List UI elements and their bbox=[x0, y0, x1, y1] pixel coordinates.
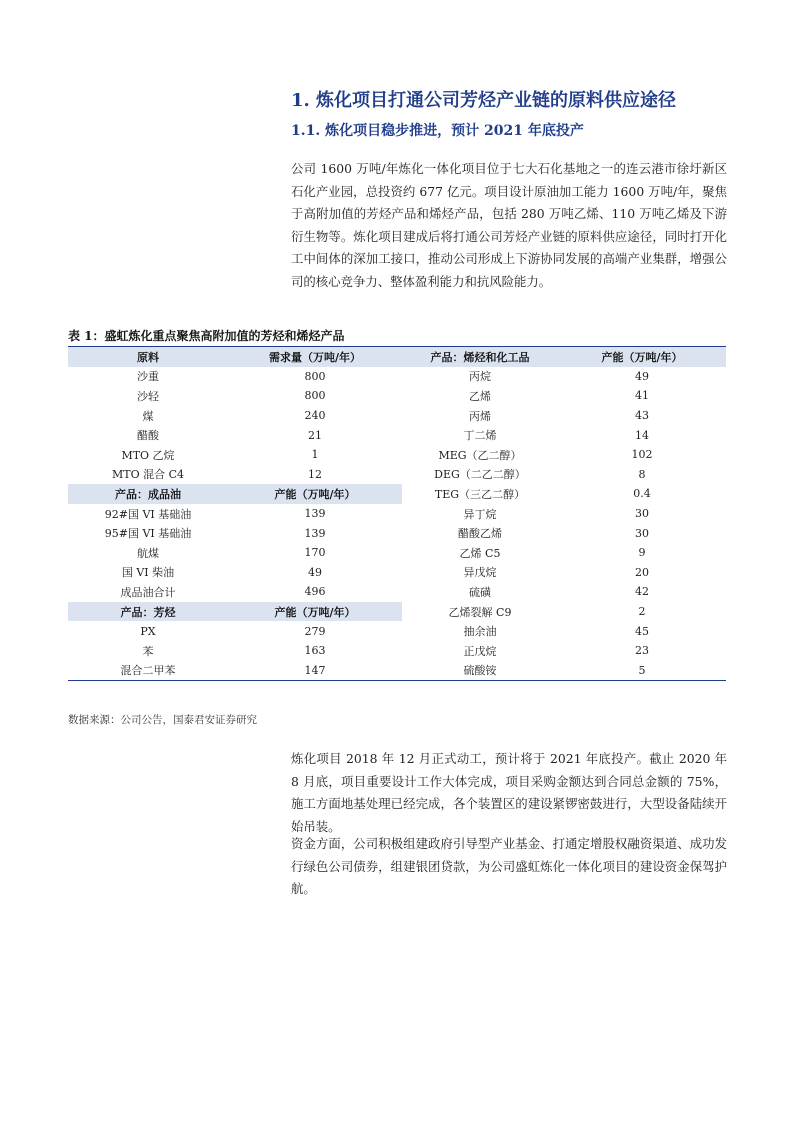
table-row bbox=[68, 504, 726, 524]
table-cell: MEG（乙二醇） bbox=[438, 448, 522, 462]
table-cell: 240 bbox=[304, 409, 326, 423]
table-row bbox=[68, 367, 726, 387]
funding-paragraph: 资金方面，公司积极组建政府引导型产业基金、打通定增股权融资渠道、成功发行绿色公司债券，组建银团贷款，为公司盛虹炼化一体化项目的建设资金保驾护航。 bbox=[291, 836, 727, 897]
table-row bbox=[68, 523, 726, 543]
table-cell: 9 bbox=[638, 546, 646, 560]
table-cell: 92#国 VI 基础油 bbox=[104, 507, 192, 521]
table-cell: 496 bbox=[304, 585, 326, 599]
table-cell: 279 bbox=[304, 624, 326, 638]
table-cell: 30 bbox=[635, 507, 649, 521]
product-capacity-table bbox=[68, 346, 726, 681]
table-row bbox=[68, 386, 726, 406]
table-cell: 170 bbox=[304, 546, 326, 560]
table-cell: TEG（三乙二醇） bbox=[434, 487, 526, 501]
table-header-row bbox=[68, 347, 726, 367]
table-cell: 49 bbox=[308, 565, 322, 579]
table-header-cell: 产品：芳烃 bbox=[68, 602, 228, 622]
table-cell: 95#国 VI 基础油 bbox=[104, 527, 192, 541]
table-row bbox=[68, 465, 726, 485]
table-cell: 醋酸 bbox=[137, 429, 159, 443]
table-header-cell: 产品：成品油 bbox=[68, 484, 228, 504]
table-row bbox=[68, 563, 726, 583]
table-cell: 2 bbox=[638, 605, 646, 619]
table-cell: 23 bbox=[635, 644, 649, 658]
table-cell: 丁二烯 bbox=[463, 429, 497, 443]
table-cell: 异丁烷 bbox=[463, 507, 497, 521]
table-row bbox=[68, 661, 726, 681]
table-cell: 航煤 bbox=[137, 546, 159, 560]
section-heading: 1. 炼化项目打通公司芳烃产业链的原料供应途径 bbox=[291, 90, 677, 111]
table-row bbox=[68, 641, 726, 661]
table-cell: DEG（二乙二醇） bbox=[434, 468, 526, 482]
table-cell: 800 bbox=[304, 369, 326, 383]
table-cell: 乙烯裂解 C9 bbox=[448, 605, 512, 619]
subsection-heading: 1.1. 炼化项目稳步推进，预计 2021 年底投产 bbox=[291, 123, 584, 139]
table-row bbox=[68, 543, 726, 563]
table-cell: 丙烷 bbox=[469, 370, 491, 384]
table-header-cell: 产品：烯烃和化工品 bbox=[402, 347, 558, 367]
table-header-cell: 产能（万吨/年） bbox=[558, 347, 726, 367]
table-cell: 14 bbox=[635, 428, 649, 442]
table-cell: 苯 bbox=[142, 644, 154, 658]
table-cell: 163 bbox=[304, 644, 326, 658]
table-cell: 成品油合计 bbox=[120, 585, 176, 599]
table-cell: 沙轻 bbox=[137, 389, 159, 403]
table-cell: 1 bbox=[311, 448, 319, 462]
table-cell: 煤 bbox=[142, 409, 154, 423]
table-cell: 混合二甲苯 bbox=[68, 661, 228, 681]
table-cell: 丙烯 bbox=[469, 409, 491, 423]
table-title: 表 1：盛虹炼化重点聚焦高附加值的芳烃和烯烃产品 bbox=[68, 329, 345, 343]
table-cell: 沙重 bbox=[137, 370, 159, 384]
table-cell: 139 bbox=[304, 507, 326, 521]
table-cell: 20 bbox=[635, 565, 649, 579]
table-cell: 139 bbox=[304, 526, 326, 540]
data-source-note: 数据来源：公司公告，国泰君安证券研究 bbox=[68, 714, 257, 726]
table-cell: 醋酸乙烯 bbox=[458, 527, 502, 541]
table-cell: 102 bbox=[631, 448, 653, 462]
table-row bbox=[68, 425, 726, 445]
table-cell: 12 bbox=[308, 467, 322, 481]
table-row bbox=[68, 445, 726, 465]
table-cell: 正戊烷 bbox=[463, 644, 497, 658]
table-cell: 硫磺 bbox=[469, 585, 491, 599]
table-cell: 42 bbox=[635, 585, 649, 599]
table-cell: 800 bbox=[304, 389, 326, 403]
table-cell: 国 VI 柴油 bbox=[121, 566, 175, 580]
table-cell: 0.4 bbox=[633, 487, 651, 501]
table-cell: 乙烯 bbox=[469, 389, 491, 403]
table-cell: 21 bbox=[308, 428, 322, 442]
table-cell: 8 bbox=[638, 467, 646, 481]
table-row bbox=[68, 602, 726, 622]
progress-paragraph: 炼化项目 2018 年 12 月正式动工，预计将于 2021 年底投产。截止 2020 年 8 月底，项目重要设计工作大体完成，项目采购金额达到合同总金额的 75%，施工方面地基处理已经完成，各个装置区的建设紧锣密鼓进行，大型设备陆续开始吊装。 bbox=[291, 751, 727, 834]
table-cell: 45 bbox=[635, 624, 649, 638]
table-cell: 43 bbox=[635, 409, 649, 423]
intro-paragraph: 公司 1600 万吨/年炼化一体化项目位于七大石化基地之一的连云港市徐圩新区石化产业园，总投资约 677 亿元。项目设计原油加工能力 1600 万吨/年，聚焦于高附加值的芳烃产品和烯烃产品，包括 280 万吨乙烯、110 万吨乙烯及下游衍生物等。炼化项目建成后将打通公司芳烃产业链的原料供应途径，同时打开化工中间体的深加工接口，推动公司形成上下游协同发展的高端产业集群，增强公司的核心竞争力、整体盈利能力和抗风险能力。 bbox=[291, 161, 727, 289]
table-cell: 硫酸铵 bbox=[402, 661, 558, 681]
table-cell: 异戊烷 bbox=[463, 566, 497, 580]
table-row bbox=[68, 484, 726, 504]
table-cell: PX bbox=[140, 624, 156, 638]
table-row bbox=[68, 406, 726, 426]
table-cell: 41 bbox=[635, 389, 649, 403]
table-cell: MTO 混合 C4 bbox=[111, 468, 185, 482]
table-row bbox=[68, 582, 726, 602]
table-header-cell: 产能（万吨/年） bbox=[228, 602, 402, 622]
table-cell: 5 bbox=[558, 661, 726, 681]
table-row bbox=[68, 621, 726, 641]
table-cell: 抽余油 bbox=[463, 625, 497, 639]
table-cell: 147 bbox=[228, 661, 402, 681]
table-header-cell: 产能（万吨/年） bbox=[228, 484, 402, 504]
table-header-cell: 需求量（万吨/年） bbox=[228, 347, 402, 367]
table-header-cell: 原料 bbox=[68, 347, 228, 367]
table-cell: MTO 乙烷 bbox=[121, 448, 175, 462]
table-cell: 30 bbox=[635, 526, 649, 540]
table-cell: 乙烯 C5 bbox=[459, 546, 501, 560]
table-cell: 49 bbox=[635, 369, 649, 383]
